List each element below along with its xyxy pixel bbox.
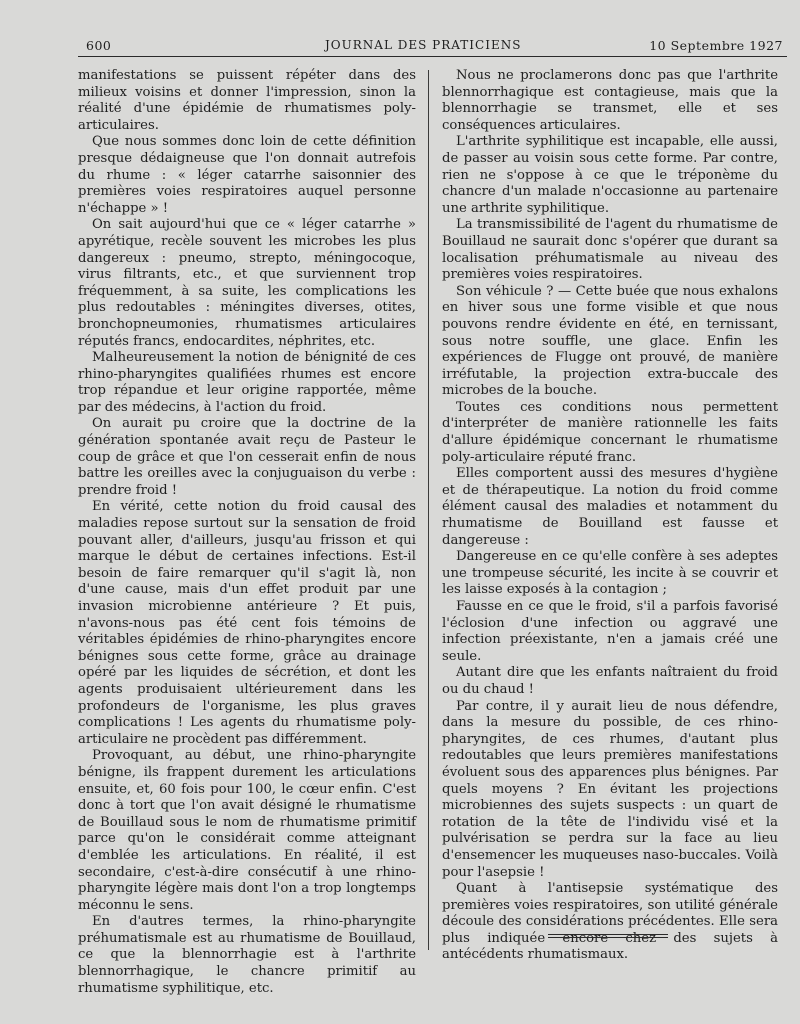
page-number: 600 bbox=[86, 38, 112, 53]
paragraph: Dangereuse en ce qu'elle confère à ses adeptes une trompeuse sécurité, les incite à se couvrir et les laisse exposés à la contagion ; bbox=[442, 549, 778, 598]
paragraph: Malheureusement la notion de bénignité de ces rhino-pharyngites qualifiées rhumes est encore trop répandue et leur origine rapportée, même par des médecins, à l'action du froid. bbox=[78, 350, 416, 415]
end-of-article-rule bbox=[548, 934, 668, 935]
paragraph: Elles comportent aussi des mesures d'hygiène et de thérapeutique. La notion du froid comme élément causal des maladies et notamment du rhumatisme de Bouilland est fausse et dangereuse : bbox=[442, 466, 778, 548]
paragraph: La transmissibilité de l'agent du rhumatisme de Bouillaud ne saurait donc s'opérer que durant sa localisation préhumatismale au niveau des premières voies respiratoires. bbox=[442, 217, 778, 283]
paragraph: Par contre, il y aurait lieu de nous défendre, dans la mesure du possible, de ces rhino-pharyngites, de ces rhumes, d'autant plus redoutables que leurs premières manifestations évoluent sous des apparences plus bénignes. Par quels moyens ? En évitant les projections microbiennes des sujets suspects : un quart de rotation de la tête de l'individu visé et la pulvérisation se perdra sur la face au lieu d'ensemencer les muqueuses naso-buccales. Voilà pour l'asepsie ! bbox=[442, 698, 778, 880]
paragraph: Autant dire que les enfants naîtraient du froid ou du chaud ! bbox=[442, 665, 778, 697]
journal-title: JOURNAL DES PRATICIENS bbox=[325, 38, 522, 52]
paragraph: manifestations se puissent répéter dans des milieux voisins et donner l'impression, sinon la réalité d'une épidémie de rhumatismes poly-articulaires. bbox=[78, 68, 416, 133]
paragraph: Quant à l'antisepsie systématique des premières voies respiratoires, son utilité générale découle des considérations précédentes. Elle sera plus indiquée encore chez des sujets à antécédents rhumatismaux. bbox=[442, 881, 778, 963]
right-column bbox=[442, 68, 778, 964]
running-header bbox=[80, 36, 785, 58]
end-of-article-rule bbox=[548, 937, 668, 938]
header-rule bbox=[78, 56, 787, 57]
paragraph: On aurait pu croire que la doctrine de la génération spontanée avait reçu de Pasteur le coup de grâce et que l'on cesserait enfin de nous battre les oreilles avec la conjuguaison du verbe : prendre froid ! bbox=[78, 416, 416, 498]
paragraph: En d'autres termes, la rhino-pharyngite préhumatismale est au rhumatisme de Bouillaud, ce que la blennorrhagie est à l'arthrite blennorrhagique, le chancre primitif au rhumatisme syphilitique, etc. bbox=[78, 914, 416, 996]
paragraph: Provoquant, au début, une rhino-pharyngite bénigne, ils frappent durement les articulations ensuite, et, 60 fois pour 100, le cœur enfin. C'est donc à tort que l'on avait désigné le rhumatisme de Bouillaud sous le nom de rhumatisme primitif parce qu'on le considérait comme atteignant d'emblée les articulations. En réalité, il est secondaire, c'est-à-dire consécutif à une rhino-pharyngite légère mais dont l'on a trop longtemps méconnu le sens. bbox=[78, 748, 416, 913]
paragraph: L'arthrite syphilitique est incapable, elle aussi, de passer au voisin sous cette forme. Par contre, rien ne s'oppose à ce que le tréponème du chancre d'un malade n'occasionne au partenaire une arthrite syphilitique. bbox=[442, 134, 778, 216]
paragraph: Que nous sommes donc loin de cette définition presque dédaigneuse que l'on donnait autrefois du rhume : « léger catarrhe saisonnier des premières voies respiratoires auquel personne n'échappe » ! bbox=[78, 134, 416, 216]
paragraph: Nous ne proclamerons donc pas que l'arthrite blennorrhagique est contagieuse, mais que la blennorrhagie se transmet, elle et ses conséquences articulaires. bbox=[442, 68, 778, 133]
paragraph: Son véhicule ? — Cette buée que nous exhalons en hiver sous une forme visible et que nous pouvons rendre évidente en été, en ternissant, sous notre souffle, une glace. Enfin les expériences de Flugge ont prouvé, de manière irréfutable, la projection extra-buccale des microbes de la bouche. bbox=[442, 283, 778, 399]
left-column bbox=[78, 68, 416, 997]
paragraph: Fausse en ce que le froid, s'il a parfois favorisé l'éclosion d'une infection ou aggravé une infection préexistante, n'en a jamais créé une seule. bbox=[442, 599, 778, 664]
paragraph: Toutes ces conditions nous permettent d'interpréter de manière rationnelle les faits d'allure épidémique concernant le rhumatisme poly-articulaire réputé franc. bbox=[442, 399, 778, 465]
column-divider bbox=[428, 70, 429, 950]
paragraph: On sait aujourd'hui que ce « léger catarrhe » apyrétique, recèle souvent les microbes les plus dangereux : pneumo, strepto, méningocoque, virus filtrants, etc., et que surviennent trop fréquemment, à sa suite, les complications les plus redoutables : méningites diverses, otites, bronchopneumonies, rhumatismes articulaires réputés francs, endocardites, néphrites, etc. bbox=[78, 217, 416, 349]
issue-date: 10 Septembre 1927 bbox=[649, 38, 783, 53]
paragraph: En vérité, cette notion du froid causal des maladies repose surtout sur la sensation de froid pouvant aller, d'ailleurs, jusqu'au frisson et qui marque le début de certaines infections. Est-il besoin de faire remarquer qu'il s'agit là, non d'une cause, mais d'un effet produit par une invasion microbienne antérieure ? Et puis, n'avons-nous pas été cent fois témoins de véritables épidémies de rhino-pharyngites encore bénignes sous cette forme, grâce au drainage opéré par les liquides de sécrétion, et dont les agents produisaient ultérieurement dans les profondeurs de l'organisme, les plus graves complications ! Les agents du rhumatisme poly-articulaire ne procèdent pas différemment. bbox=[78, 499, 416, 747]
